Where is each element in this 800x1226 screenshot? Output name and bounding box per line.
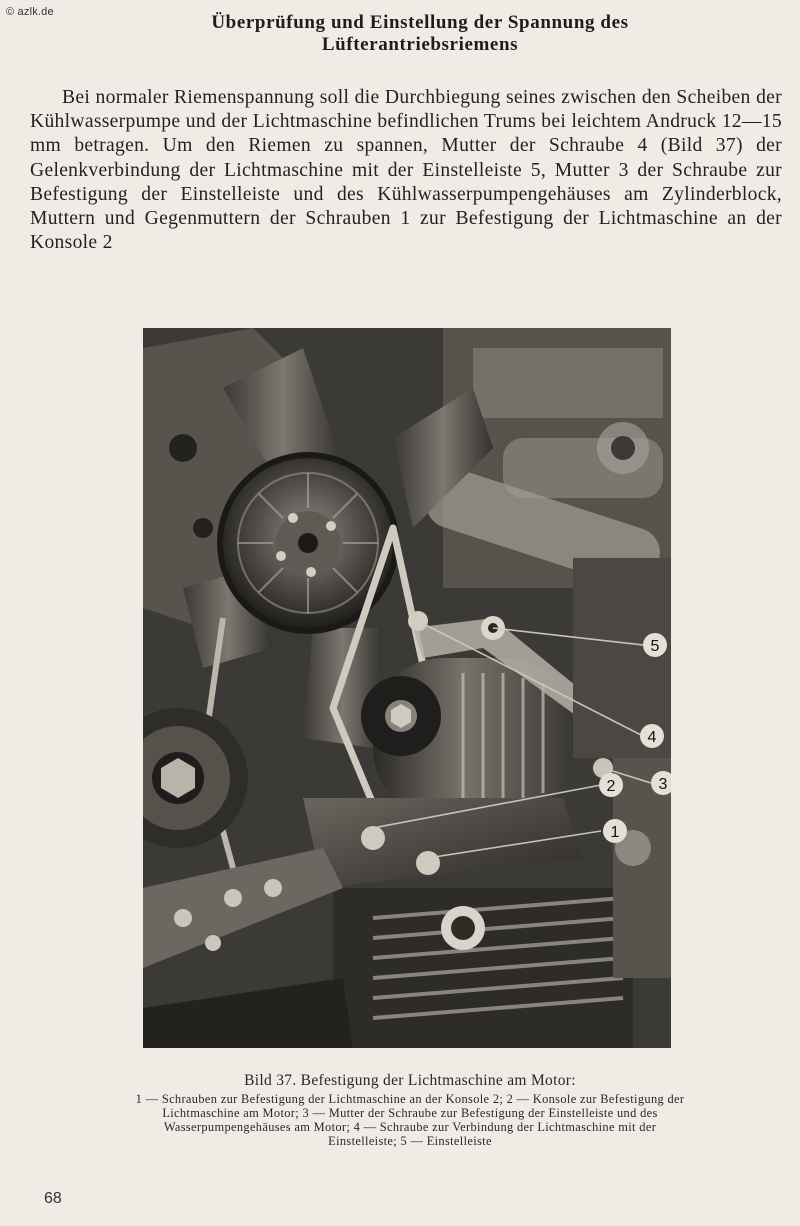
callout-1 [603,819,627,843]
body-paragraph [30,86,782,255]
figure-caption [130,1072,690,1148]
body-paragraph-text: Bei normaler Riemenspannung soll die Durchbiegung seines zwischen den Scheiben der Kühlwasserpumpe und der Lichtmaschine befindlichen Trums bei leichtem Andruck 12—15 mm betragen. Um den Riemen zu spannen, Mutter der Schraube 4 (Bild 37) der Gelenkverbindung der Lichtmaschine mit der Einstelleiste 5, Mutter 3 der Schraube zur Befestigung der Einstelleiste und des Kühlwasserpumpengehäuses am Zylinderblock, Muttern und Gegenmuttern der Schrauben 1 zur Befestigung der Lichtmaschine an der Konsole 2 [30,87,782,254]
section-heading [40,12,800,56]
callout-4 [640,724,664,748]
callout-1-label: 1 [610,824,620,841]
callout-5-label: 5 [650,638,660,655]
section-heading-line-2: Lüfterantriebsriemens [321,34,519,55]
figure-caption-title: Bild 37. Befestigung der Lichtmaschine am Motor: [244,1072,576,1089]
copyright-watermark: © azlk.de [6,6,54,18]
engine-photo [143,328,671,1048]
callout-5 [643,633,667,657]
section-heading-line-1: Überprüfung und Einstellung der Spannung des [211,12,629,33]
page-number: 68 [44,1190,62,1207]
figure-caption-legend: 1 — Schrauben zur Befestigung der Lichtmaschine an der Konsole 2; 2 — Konsole zur Befestigung der Lichtmaschine am Motor; 3 — Mutter der Schraube zur Befestigung der Einstelleiste und des Wasserpumpengehäuses am Motor; 4 — Schraube zur Verbindung der Lichtmaschine mit der Einstelleiste; 5 — Einstelleiste [135,1092,685,1148]
engine-photo-illustration [143,328,671,1048]
callout-2-label: 2 [606,778,616,795]
callout-3-label: 3 [658,776,668,793]
callout-2 [599,773,623,797]
callout-4-label: 4 [647,729,657,746]
